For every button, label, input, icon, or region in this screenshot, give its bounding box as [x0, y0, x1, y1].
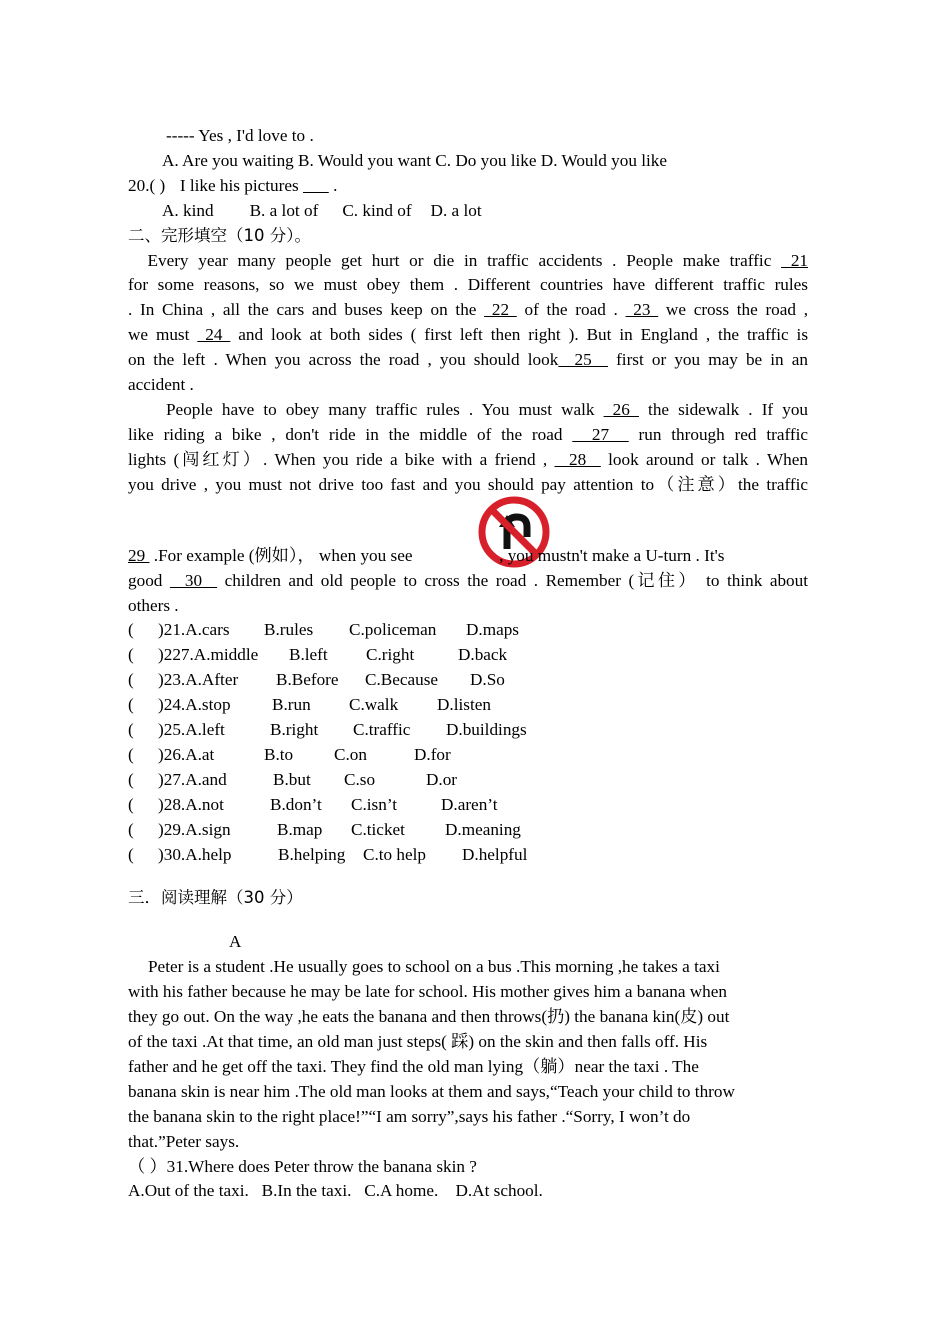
- passage-line: with his father because he may be late for school. His mother gives him a banana when: [128, 982, 727, 1002]
- q20-stem-before: I like his pictures: [179, 175, 299, 195]
- option-b: B.run: [272, 695, 311, 715]
- cloze-blank-25[interactable]: 25: [558, 350, 608, 370]
- passage-line: that.”Peter says.: [128, 1131, 240, 1151]
- option-b: B.Before: [276, 670, 339, 690]
- answer-bracket[interactable]: (: [128, 794, 134, 814]
- cloze-option-row: [128, 668, 808, 693]
- option-b: B.left: [289, 645, 328, 665]
- q19-options: A. Are you waiting B. Would you want C. Do you like D. Would you like: [162, 150, 668, 170]
- passage-line: the banana skin to the right place!”“I am sorry”,says his father .“Sorry, I won’t do: [128, 1106, 691, 1126]
- answer-bracket[interactable]: (: [128, 720, 134, 740]
- cloze-blank-21[interactable]: 21: [781, 250, 809, 270]
- q20-stem-after: .: [328, 175, 338, 195]
- passage-line: father and he get off the taxi. They find the old man lying（躺）near the taxi . The: [128, 1056, 699, 1076]
- passage-line: Peter is a student .He usually goes to school on a bus .This morning ,he takes a taxi: [148, 957, 720, 977]
- option-b: B.helping: [278, 844, 346, 864]
- cloze-text: lights (闯红灯）. When you ride a bike with a friend ,: [128, 449, 555, 469]
- question-number-option-a: )30.A.help: [158, 844, 232, 864]
- option-c: C.walk: [349, 695, 399, 715]
- cloze-text: children and old people to cross the road . Remember (记住） to think about: [217, 570, 809, 590]
- q31-stem: （ ）31.Where does Peter throw the banana skin ?: [128, 1156, 477, 1176]
- cloze-text: and look at both sides ( first left then right ). But in England , the traffic is: [230, 325, 809, 345]
- q20-option-c: C. kind of: [342, 200, 412, 220]
- question-number-option-a: )24.A.stop: [158, 695, 231, 715]
- q20-number: 20.( ): [128, 175, 166, 195]
- exam-page: [128, 124, 808, 1204]
- q20-option-a: A. kind: [162, 200, 214, 220]
- cloze-option-row: [128, 768, 808, 793]
- answer-bracket[interactable]: (: [128, 695, 134, 715]
- cloze-blank-28[interactable]: 28: [554, 449, 601, 469]
- cloze-option-row: [128, 743, 808, 768]
- cloze-text: we cross the road ,: [658, 300, 809, 320]
- option-c: C.so: [344, 769, 376, 789]
- cloze-line: [128, 544, 808, 569]
- option-c: C.traffic: [353, 720, 411, 740]
- answer-bracket[interactable]: (: [128, 645, 134, 665]
- cloze-text: . In China , all the cars and buses keep on the: [128, 300, 485, 320]
- q20-option-d: D. a lot: [430, 200, 482, 220]
- cloze-options-list: [128, 618, 808, 867]
- cloze-blank-30[interactable]: 30: [169, 570, 218, 590]
- q20-option-b: B. a lot of: [249, 200, 319, 220]
- section2-heading: 二、完形填空（10 分）。: [128, 225, 311, 245]
- option-c: C.right: [366, 645, 415, 665]
- cloze-blank-23[interactable]: 23: [625, 300, 659, 320]
- cloze-text: of the road .: [516, 300, 626, 320]
- option-c: C.policeman: [349, 620, 437, 640]
- cloze-line: [128, 398, 808, 423]
- question-number-option-a: )27.A.and: [158, 769, 227, 789]
- option-b: B.map: [277, 819, 323, 839]
- answer-bracket[interactable]: (: [128, 769, 134, 789]
- cloze-line: [128, 569, 808, 594]
- question-number-option-a: )29.A.sign: [158, 819, 231, 839]
- option-c: C.Because: [365, 670, 439, 690]
- cloze-text: run through red traffic: [628, 424, 808, 444]
- cloze-text: good: [128, 570, 170, 590]
- cloze-blank-22[interactable]: 22: [484, 300, 517, 320]
- option-d: D.back: [458, 645, 508, 665]
- q20-stem: [128, 174, 808, 199]
- option-d: D.meaning: [445, 819, 521, 839]
- q20-blank[interactable]: [303, 176, 329, 195]
- cloze-paragraph-1: [128, 249, 808, 398]
- passage-line: they go out. On the way ,he eats the banana and then throws(扔) the banana kin(皮) out: [128, 1007, 730, 1027]
- answer-bracket[interactable]: (: [128, 744, 134, 764]
- question-number-option-a: )23.A.After: [158, 670, 239, 690]
- option-d: D.maps: [466, 620, 519, 640]
- option-b: B.but: [273, 769, 311, 789]
- option-c: C.isn’t: [351, 794, 398, 814]
- question-number-option-a: )227.A.middle: [158, 645, 259, 665]
- answer-bracket[interactable]: (: [128, 620, 134, 640]
- option-b: B.right: [270, 720, 319, 740]
- cloze-line: others .: [128, 595, 179, 615]
- cloze-line: [128, 348, 808, 373]
- cloze-line: accident .: [128, 375, 194, 395]
- cloze-option-row: [128, 843, 808, 868]
- cloze-option-row: [128, 693, 808, 718]
- cloze-option-row: [128, 718, 808, 743]
- cloze-text: look around or talk . When: [600, 449, 809, 469]
- cloze-text: we must: [128, 325, 198, 345]
- option-d: D.aren’t: [441, 794, 498, 814]
- cloze-text: Every year many people get hurt or die in traffic accidents . People make traffic: [128, 250, 782, 270]
- cloze-text: .For example (例如）， when you see: [149, 545, 417, 565]
- cloze-line: you drive , you must not drive too fast and you should pay attention to（注意）the traffic: [128, 474, 808, 494]
- option-d: D.So: [470, 670, 505, 690]
- q20-options: [128, 199, 808, 224]
- cloze-text: People have to obey many traffic rules . You must walk: [166, 399, 604, 419]
- option-d: D.for: [414, 744, 451, 764]
- cloze-text: first or you may be in an: [607, 350, 808, 370]
- answer-bracket[interactable]: (: [128, 819, 134, 839]
- section3-heading: 三．阅读理解（30 分）: [128, 888, 303, 908]
- cloze-text: , you mustn't make a U-turn . It's: [494, 545, 725, 565]
- cloze-paragraph-2: [128, 398, 808, 618]
- answer-bracket[interactable]: (: [128, 670, 134, 690]
- answer-bracket[interactable]: (: [128, 844, 134, 864]
- question-number-option-a: )28.A.not: [158, 794, 224, 814]
- option-b: B.to: [264, 744, 294, 764]
- passage-line: of the taxi .At that time, an old man just steps( 踩) on the skin and then falls off. His: [128, 1032, 708, 1051]
- question-number-option-a: )25.A.left: [158, 720, 225, 740]
- cloze-line: [128, 298, 808, 323]
- cloze-line: for some reasons, so we must obey them . Different countries have different traffic rules: [128, 275, 808, 295]
- passage-line: banana skin is near him .The old man looks at them and says,“Teach your child to throw: [128, 1081, 735, 1101]
- cloze-line: [128, 323, 808, 348]
- cloze-blank-24[interactable]: 24: [197, 325, 231, 345]
- cloze-text: the sidewalk . If you: [638, 399, 809, 419]
- cloze-option-row: [128, 818, 808, 843]
- option-d: D.helpful: [462, 844, 528, 864]
- option-d: D.buildings: [446, 720, 527, 740]
- option-c: C.on: [334, 744, 367, 764]
- option-d: D.or: [426, 769, 458, 789]
- option-b: B.rules: [264, 620, 314, 640]
- cloze-text: on the left . When you across the road , you should look: [128, 350, 559, 370]
- cloze-line: [128, 423, 808, 448]
- option-d: D.listen: [437, 695, 491, 715]
- question-number-option-a: )21.A.cars: [158, 620, 230, 640]
- cloze-line: [128, 249, 808, 274]
- cloze-text: like riding a bike , don't ride in the middle of the road: [128, 424, 573, 444]
- cloze-blank-27[interactable]: 27: [572, 424, 629, 444]
- passage-label: A: [229, 932, 242, 952]
- cloze-line: [128, 448, 808, 473]
- cloze-option-row: [128, 643, 808, 668]
- cloze-blank-29[interactable]: 29: [128, 545, 150, 565]
- cloze-blank-26[interactable]: 26: [603, 399, 639, 419]
- option-b: B.don’t: [270, 794, 322, 814]
- question-number-option-a: )26.A.at: [158, 744, 215, 764]
- option-c: C.ticket: [351, 819, 405, 839]
- option-c: C.to help: [363, 844, 427, 864]
- q19-answer-line: ----- Yes , I'd love to .: [166, 126, 314, 145]
- cloze-option-row: [128, 618, 808, 643]
- q31-options: A.Out of the taxi. B.In the taxi. C.A home. D.At school.: [128, 1181, 543, 1201]
- cloze-line-with-sign: [128, 498, 808, 569]
- reading-passage: [128, 955, 808, 1154]
- cloze-option-row: [128, 793, 808, 818]
